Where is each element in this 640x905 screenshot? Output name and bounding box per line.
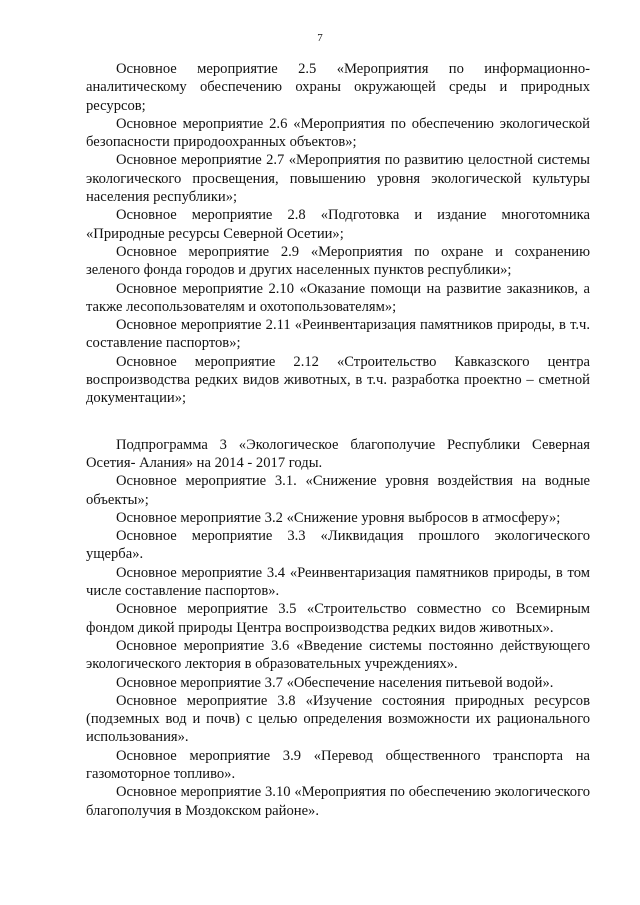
paragraph-3-1: Основное мероприятие 3.1. «Снижение уровня воздействия на водные объекты»;	[86, 473, 590, 508]
paragraph-3-3: Основное мероприятие 3.3 «Ликвидация прошлого экологического ущерба».	[86, 528, 590, 563]
paragraph-3-7: Основное мероприятие 3.7 «Обеспечение населения питьевой водой».	[116, 674, 554, 691]
paragraph-2-11: Основное мероприятие 2.11 «Реинвентаризация памятников природы, в т.ч. составление паспортов»;	[86, 317, 590, 352]
paragraph-2-7: Основное мероприятие 2.7 «Мероприятия по развитию целостной системы экологического просвещения, повышению уровня экологической культуры населения республики»;	[86, 152, 590, 206]
document-body	[86, 60, 590, 820]
paragraph-3-5: Основное мероприятие 3.5 «Строительство совместно со Всемирным фондом дикой природы Центра воспроизводства редких видов животных».	[86, 601, 590, 636]
paragraph-3-4: Основное мероприятие 3.4 «Реинвентаризация памятников природы, в том числе составление паспортов».	[86, 564, 590, 600]
paragraph-2-10: Основное мероприятие 2.10 «Оказание помощи на развитие заказников, а также лесопользователям и охотопользователям»;	[86, 280, 590, 315]
paragraph-3-6: Основное мероприятие 3.6 «Введение системы постоянно действующего экологического лектория в образовательных учреждениях».	[86, 637, 590, 673]
subprogram-title: Подпрограмма 3 «Экологическое благополучие Республики Северная Осетия- Алания» на 2014 - 2017 годы.	[86, 436, 590, 471]
paragraph-2-12: Основное мероприятие 2.12 «Строительство Кавказского центра воспроизводства редких видов животных, в т.ч. разработка проектно – сметной документации»;	[86, 353, 590, 407]
paragraph-3-2: Основное мероприятие 3.2 «Снижение уровня выбросов в атмосферу»;	[116, 509, 561, 526]
paragraph-2-6: Основное мероприятие 2.6 «Мероприятия по обеспечению экологической безопасности природоохранных объектов»;	[86, 115, 590, 151]
paragraph-3-9: Основное мероприятие 3.9 «Перевод общественного транспорта на газомоторное топливо».	[86, 747, 590, 782]
section-gap	[86, 408, 590, 436]
paragraph-3-10: Основное мероприятие 3.10 «Мероприятия по обеспечению экологического благополучия в Моздокском районе».	[86, 784, 590, 819]
paragraph-3-8: Основное мероприятие 3.8 «Изучение состояния природных ресурсов (подземных вод и почв) с целью определения возможности их рационального использования».	[86, 692, 590, 746]
paragraph-2-5: Основное мероприятие 2.5 «Мероприятия по информационно-аналитическому обеспечению охраны окружающей среды и природных ресурсов;	[86, 61, 590, 114]
paragraph-2-8: Основное мероприятие 2.8 «Подготовка и издание многотомника «Природные ресурсы Северной Осетии»;	[86, 207, 590, 242]
paragraph-2-9: Основное мероприятие 2.9 «Мероприятия по охране и сохранению зеленого фонда городов и других населенных пунктов республики»;	[86, 243, 590, 279]
page-number: 7	[317, 32, 323, 44]
